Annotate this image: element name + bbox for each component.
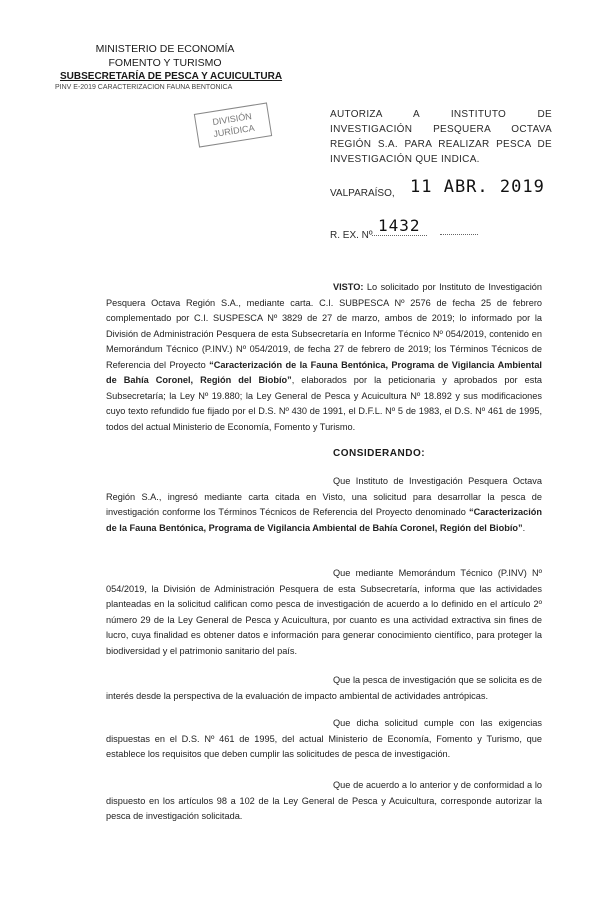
considerando-paragraph-4 — [106, 716, 542, 763]
division-stamp — [194, 102, 272, 147]
ministry-name-line2: FOMENTO Y TURISMO — [108, 57, 222, 69]
considerando-1-text: Que Instituto de Investigación Pesquera Octava Región S.A., ingresó mediante carta citada en Visto, una solicitud para desarrollar la pesca de investigación conforme los Términos Técnicos de Referencia del Proyecto denominado — [106, 476, 542, 517]
subsecretaria-name: SUBSECRETARÍA DE PESCA Y ACUICULTURA — [60, 71, 283, 82]
considerando-paragraph-5 — [106, 778, 542, 825]
considerando-2-text: Que mediante Memorándum Técnico (P.INV) Nº 054/2019, la División de Administración Pesquera de esta Subsecretaría, informa que las actividades planteadas en la solicitud califican como pesca de investigación de acuerdo a lo definido en el artículo 2º número 29 de la Ley General de Pesca y Acuicultura, por cuanto es una actividad extractiva sin fines de lucro, cuya finalidad es obtener datos e información para generar conocimiento científico, para proteger la biodiversidad y el patrimonio sanitario del país. — [106, 568, 542, 656]
considerando-paragraph-2 — [106, 566, 542, 659]
visto-section — [106, 280, 542, 435]
number-dotted-line — [440, 234, 478, 235]
rex-label: R. EX. Nº — [330, 230, 373, 241]
considerando-1-end: . — [522, 522, 526, 533]
city-label: VALPARAÍSO, — [330, 188, 395, 199]
visto-project-title: “Caracterización de la Fauna Bentónica, Programa de Vigilancia Ambiental de Bahía Coronel, Región del Biobío” — [106, 359, 542, 385]
considerando-5-text: Que de acuerdo a lo anterior y de conformidad a lo dispuesto en los artículos 98 a 102 de la Ley General de Pesca y Acuicultura, corresponde autorizar la pesca de investigación solicitada. — [106, 780, 542, 821]
considerando-4-text: Que dicha solicitud cumple con las exigencias dispuestas en el D.S. Nº 461 de 1995, del actual Ministerio de Economía, Fomento y Turismo, que establece los requisitos que deben cumplir las solicitudes de pesca de investigación. — [106, 718, 542, 759]
visto-text-2: , elaborados por la peticionaria y aprobados por esta Subsecretaría; la Ley Nº 19.880; la Ley General de Pesca y Acuicultura Nº 18.892 y sus modificaciones cuyo texto refundido fue fijado por el D.S. Nº 430 de 1991, el D.F.L. Nº 5 de 1983, el D.S. Nº 461 de 1995, todos del actual Ministerio de Economía, Fomento y Turismo. — [106, 375, 543, 432]
letterhead — [60, 42, 283, 84]
ministry-name: MINISTERIO DE ECONOMÍA — [95, 43, 235, 55]
considerando-1-project: “Caracterización de la Fauna Bentónica, Programa de Vigilancia Ambiental de Bahía Coronel, Región del Biobío” — [106, 507, 542, 533]
stamp-line-1: DIVISIÓN — [211, 111, 253, 128]
considerando-paragraph-1 — [106, 474, 542, 536]
considerando-3-text: Que la pesca de investigación que se solicita es de interés desde la perspectiva de la evaluación de impacto ambiental de actividades antrópicas. — [106, 675, 542, 701]
visto-text-1: Lo solicitado por Instituto de Investigación Pesquera Octava Región S.A., mediante carta. C.I. SUBPESCA Nº 2576 de fecha 25 de febrero complementado por C.I. SUSPESCA Nº 3829 de 27 de marzo, ambos de 2019; lo informado por la División de Administración Pesquera de esta Subsecretaría en Informe Técnico Nº 054/2019, contenido en Memorándum Técnico (P.INV.) Nº 054/2019, de fecha 27 de febrero de 2019; los Términos Técnicos de Referencia del Proyecto — [106, 282, 542, 370]
resolution-date: 11 ABR. 2019 — [410, 177, 545, 197]
document-reference: PINV E-2019 CARACTERIZACION FAUNA BENTONICA — [55, 84, 233, 91]
considerando-paragraph-3 — [106, 673, 542, 704]
stamp-line-2: JURÍDICA — [212, 122, 256, 140]
considerando-heading: CONSIDERANDO: — [333, 448, 426, 459]
resolution-subject: AUTORIZA A INSTITUTO DE INVESTIGACIÓN PESQUERA OCTAVA REGIÓN S.A. PARA REALIZAR PESCA DE INVESTIGACIÓN QUE INDICA. — [330, 109, 552, 165]
visto-label: VISTO: — [333, 282, 364, 292]
rex-number: 1432 — [372, 216, 427, 236]
